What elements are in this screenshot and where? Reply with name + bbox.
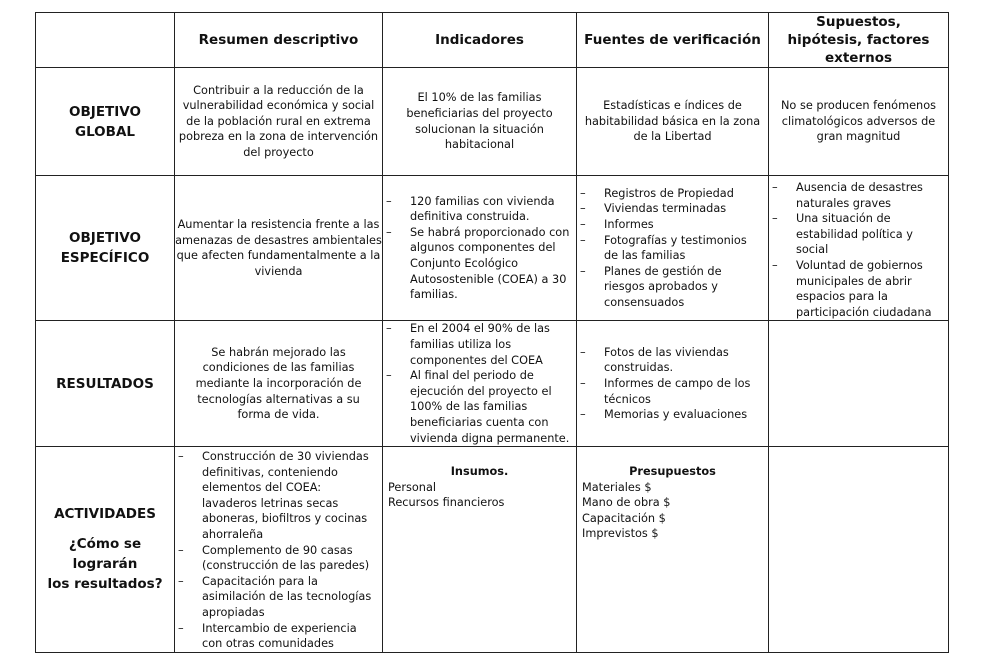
list-item: – Intercambio de experiencia con otras comunidades	[175, 621, 378, 652]
list-item: – Ausencia de desastres naturales graves	[769, 180, 944, 211]
list-item: – Construcción de 30 viviendas definitivas, conteniendo elementos del COEA: lavaderos letrinas secas aboneras, biofiltros y cocinas ahorraleña	[175, 449, 378, 543]
header-corner	[36, 13, 175, 68]
list-item: Personal	[388, 480, 437, 494]
list-item: Imprevistos $	[582, 527, 659, 541]
resultados-indicadores	[383, 321, 577, 447]
resultados-supuestos	[769, 321, 949, 447]
header-indicadores: Indicadores	[383, 13, 577, 68]
row-objetivo-especifico	[36, 176, 949, 321]
objetivo-especifico-fuentes	[577, 176, 769, 321]
logical-framework-table	[35, 12, 949, 653]
list-item: Materiales $	[582, 480, 652, 494]
list-item: – Planes de gestión de riesgos aprobados y consensuados	[577, 264, 764, 311]
list-item: – Se habrá proporcionado con algunos componentes del Conjunto Ecológico Autosostenible (COEA) a 30 familias.	[383, 225, 572, 303]
objetivo-global-fuentes: Estadísticas e índices de habitabilidad básica en la zona de la Libertad	[577, 68, 769, 176]
list-item: – Informes de campo de los técnicos	[577, 376, 764, 407]
list-item: Capacitación $	[582, 511, 666, 525]
objetivo-global-supuestos: No se producen fenómenos climatológicos adversos de gran magnitud	[769, 68, 949, 176]
header-row	[36, 13, 949, 68]
list-item: – Memorias y evaluaciones	[577, 407, 764, 423]
list-item: – 120 familias con vivienda definitiva construida.	[383, 194, 572, 225]
row-label-objetivo-global: OBJETIVO GLOBAL	[36, 68, 175, 176]
resultados-resumen: Se habrán mejorado las condiciones de las familias mediante la incorporación de tecnologías alternativas a su forma de vida.	[175, 321, 383, 447]
list-item: Mano de obra $	[582, 496, 671, 510]
header-supuestos: Supuestos, hipótesis, factores externos	[769, 13, 949, 68]
list-item: – Complemento de 90 casas (construcción de las paredes)	[175, 543, 378, 574]
list-item: – Al final del periodo de ejecución del proyecto el 100% de las familias beneficiarias cuenta con vivienda digna permanente.	[383, 368, 572, 446]
actividades-supuestos	[769, 447, 949, 653]
actividades-presupuestos	[577, 447, 769, 653]
objetivo-especifico-indicadores	[383, 176, 577, 321]
list-item: – Voluntad de gobiernos municipales de abrir espacios para la participación ciudadana	[769, 258, 944, 320]
row-label-objetivo-especifico: OBJETIVO ESPECÍFICO	[36, 176, 175, 321]
list-item: – Fotografías y testimonios de las familias	[577, 233, 764, 264]
list-item: – Informes	[577, 217, 764, 233]
list-item: – Una situación de estabilidad política y social	[769, 211, 944, 258]
row-actividades	[36, 447, 949, 653]
list-item: – En el 2004 el 90% de las familias utiliza los componentes del COEA	[383, 321, 572, 368]
actividades-resumen	[175, 447, 383, 653]
objetivo-global-indicadores: El 10% de las familias beneficiarias del proyecto solucionan la situación habitacional	[383, 68, 577, 176]
list-item: – Fotos de las viviendas construidas.	[577, 345, 764, 376]
header-resumen: Resumen descriptivo	[175, 13, 383, 68]
row-label-resultados: RESULTADOS	[36, 321, 175, 447]
actividades-insumos	[383, 447, 577, 653]
list-item: – Registros de Propiedad	[577, 186, 764, 202]
list-item: – Viviendas terminadas	[577, 201, 764, 217]
resultados-fuentes	[577, 321, 769, 447]
row-objetivo-global	[36, 68, 949, 176]
objetivo-especifico-supuestos	[769, 176, 949, 321]
row-resultados	[36, 321, 949, 447]
list-item: – Capacitación para la asimilación de las tecnologías apropiadas	[175, 574, 378, 621]
presupuestos-title: Presupuestos	[629, 465, 716, 479]
objetivo-global-resumen: Contribuir a la reducción de la vulnerabilidad económica y social de la población rural en extrema pobreza en la zona de intervención del proyecto	[175, 68, 383, 176]
header-fuentes: Fuentes de verificación	[577, 13, 769, 68]
row-label-actividades: ACTIVIDADES ¿Cómo se lograrán los resultados?	[36, 447, 175, 653]
list-item: Recursos financieros	[388, 496, 505, 510]
insumos-title: Insumos.	[450, 465, 509, 479]
objetivo-especifico-resumen: Aumentar la resistencia frente a las amenazas de desastres ambientales que afecten fundamentalmente a la vivienda	[175, 176, 383, 321]
